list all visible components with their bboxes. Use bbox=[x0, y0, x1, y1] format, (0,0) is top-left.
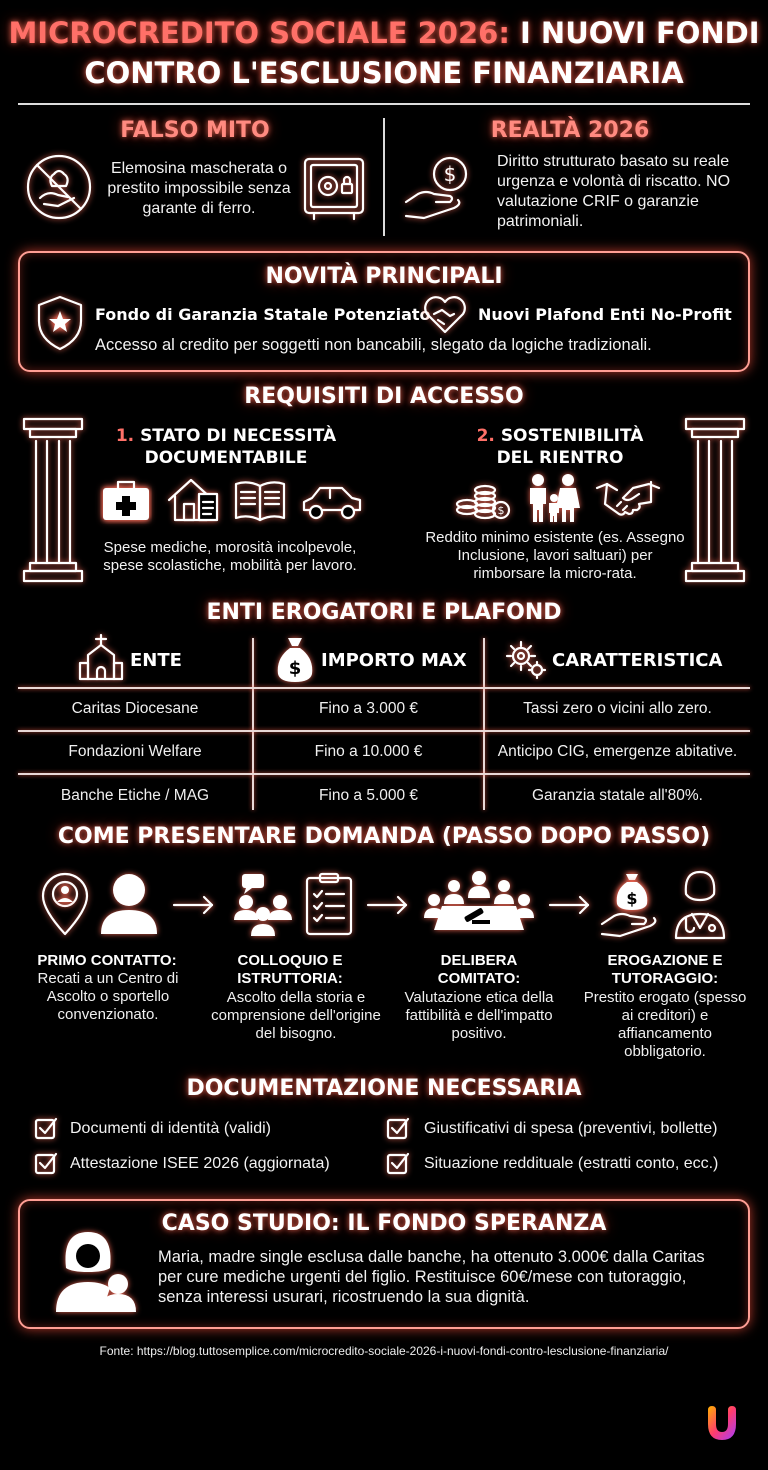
committee-icon bbox=[424, 868, 534, 938]
group-chat-icon bbox=[232, 872, 298, 938]
car-icon bbox=[300, 482, 364, 522]
enti-title: ENTI EROGATORI E PLAFOND bbox=[206, 600, 562, 625]
table-cell-ente-3: Banche Etiche / MAG bbox=[60, 787, 210, 804]
step-3-text: Valutazione etica della fattibilità e dell'impatto positivo. bbox=[404, 989, 554, 1042]
case-study-text: Maria, madre single esclusa dalle banche, ha ottenuto 3.000€ dalla Caritas per cure mediche urgenti del figlio. Restituisce 60€/mese con tutoraggio, senza interessi usurari, ricostruendo la sua dignità. bbox=[158, 1248, 705, 1306]
requisito-1-text: Spese mediche, morosità incolpevole, spese scolastiche, mobilità per lavoro. bbox=[103, 539, 357, 574]
svg-text:$: $ bbox=[497, 504, 505, 517]
table-col-divider-1 bbox=[252, 638, 254, 810]
house-bill-icon bbox=[166, 476, 220, 524]
table-col-divider-2 bbox=[483, 638, 485, 810]
requisito-1-number: 1. bbox=[115, 426, 135, 446]
table-cell-caratteristica-1: Tassi zero o vicini allo zero. bbox=[523, 700, 712, 717]
myth-title: FALSO MITO bbox=[120, 118, 270, 143]
source-link[interactable]: Fonte: https://blog.tuttosemplice.com/microcredito-sociale-2026-i-nuovi-fondi-contro-lesclusione-finanziaria/ bbox=[99, 1344, 669, 1358]
table-header-importo: IMPORTO MAX bbox=[321, 650, 467, 671]
table-row-divider-2 bbox=[18, 773, 750, 775]
no-charity-icon bbox=[24, 152, 94, 222]
column-left-icon bbox=[22, 417, 84, 585]
coins-icon bbox=[453, 474, 511, 522]
checkbox-icon-3 bbox=[34, 1151, 58, 1175]
page-title-line2: CONTRO L'ESCLUSIONE FINANZIARIA bbox=[84, 56, 684, 90]
step-1-text: Recati a un Centro di Ascolto o sportello convenzionato. bbox=[37, 970, 179, 1023]
arrow-right-icon-2 bbox=[366, 894, 410, 916]
reality-title: REALTÀ 2026 bbox=[490, 118, 650, 143]
arrow-right-icon-3 bbox=[548, 894, 592, 916]
checklist-icon bbox=[304, 872, 354, 938]
checkbox-icon-1 bbox=[34, 1116, 58, 1140]
step-4-text: Prestito erogato (spesso ai creditori) e affiancamento obbligatorio. bbox=[583, 989, 747, 1060]
shield-star-icon bbox=[34, 294, 86, 352]
family-icon bbox=[524, 472, 584, 524]
novita-item-1: Fondo di Garanzia Statale Potenziato bbox=[95, 305, 431, 324]
svg-text:$: $ bbox=[443, 162, 457, 186]
reality-text: Diritto strutturato basato su reale urgenza e volontà di riscatto. NO valutazione CRIF o garanzie patrimoniali. bbox=[497, 153, 731, 230]
table-cell-caratteristica-3: Garanzia statale all'80%. bbox=[532, 787, 703, 804]
svg-text:$: $ bbox=[288, 658, 302, 679]
table-cell-importo-2: Fino a 10.000 € bbox=[314, 743, 423, 760]
doc-item-2: Giustificativi di spesa (preventivi, bollette) bbox=[424, 1120, 718, 1137]
requisito-2-title-b: DEL RIENTRO bbox=[496, 448, 624, 468]
heart-handshake-icon bbox=[422, 296, 468, 334]
hand-money-bag-icon bbox=[600, 870, 664, 938]
medical-kit-icon bbox=[100, 476, 152, 524]
column-right-icon bbox=[684, 417, 746, 585]
gears-icon bbox=[505, 638, 547, 680]
table-cell-ente-2: Fondazioni Welfare bbox=[68, 743, 202, 760]
safe-icon bbox=[302, 156, 366, 222]
requisiti-title: REQUISITI DI ACCESSO bbox=[244, 384, 524, 409]
step-4-title: EROGAZIONE E TUTORAGGIO: bbox=[607, 952, 723, 987]
brand-logo-icon bbox=[704, 1404, 740, 1444]
requisito-1-title bbox=[96, 425, 356, 469]
person-icon bbox=[98, 872, 160, 936]
novita-text: Accesso al credito per soggetti non bancabili, slegato da logiche tradizionali. bbox=[95, 336, 652, 354]
checkbox-icon-4 bbox=[386, 1151, 410, 1175]
novita-title: NOVITÀ PRINCIPALI bbox=[265, 264, 503, 289]
table-header-ente: ENTE bbox=[130, 650, 182, 671]
title-highlight: MICROCREDITO SOCIALE 2026: bbox=[8, 16, 510, 50]
svg-text:$: $ bbox=[626, 889, 638, 908]
mother-child-icon bbox=[52, 1228, 140, 1314]
requisito-2-title-a: SOSTENIBILITÀ bbox=[500, 426, 644, 446]
arrow-right-icon-1 bbox=[172, 894, 216, 916]
step-3-title: DELIBERA COMITATO: bbox=[437, 952, 521, 987]
table-cell-importo-1: Fino a 3.000 € bbox=[318, 700, 419, 717]
title-main: I NUOVI FONDI bbox=[509, 16, 760, 50]
requisito-2-text: Reddito minimo esistente (es. Assegno Inclusione, lavori saltuari) per rimborsare la micro-rata. bbox=[425, 529, 685, 582]
location-pin-icon bbox=[40, 870, 90, 938]
hand-coin-icon bbox=[402, 152, 480, 226]
case-study-title: CASO STUDIO: IL FONDO SPERANZA bbox=[161, 1211, 607, 1236]
steps-title: COME PRESENTARE DOMANDA (PASSO DOPO PASSO) bbox=[57, 824, 711, 849]
table-row-divider-1 bbox=[18, 730, 750, 732]
requisito-2-number: 2. bbox=[476, 426, 495, 446]
checkbox-icon-2 bbox=[386, 1116, 410, 1140]
novita-item-2: Nuovi Plafond Enti No-Profit bbox=[478, 305, 732, 324]
church-icon bbox=[78, 633, 124, 683]
requisito-1-title-a: STATO DI NECESSITÀ bbox=[140, 426, 337, 446]
handshake-icon bbox=[595, 478, 661, 518]
table-cell-ente-1: Caritas Diocesane bbox=[71, 700, 199, 717]
table-row-divider-0 bbox=[18, 687, 750, 689]
docs-title: DOCUMENTAZIONE NECESSARIA bbox=[186, 1076, 582, 1101]
page-title bbox=[0, 14, 768, 52]
doc-item-3: Attestazione ISEE 2026 (aggiornata) bbox=[70, 1155, 330, 1172]
requisito-1-title-b: DOCUMENTABILE bbox=[144, 448, 308, 468]
doc-item-1: Documenti di identità (validi) bbox=[70, 1120, 271, 1137]
myth-text: Elemosina mascherata o prestito impossibile senza garante di ferro. bbox=[107, 160, 291, 217]
myth-reality-divider bbox=[383, 118, 385, 236]
requisito-2-title bbox=[430, 425, 690, 469]
step-2-title: COLLOQUIO E ISTRUTTORIA: bbox=[237, 952, 343, 987]
step-1-title: PRIMO CONTATTO: bbox=[37, 952, 177, 969]
doc-item-4: Situazione reddituale (estratti conto, ecc.) bbox=[424, 1155, 719, 1172]
header-divider bbox=[18, 103, 750, 105]
table-cell-caratteristica-2: Anticipo CIG, emergenze abitative. bbox=[497, 743, 738, 760]
money-bag-icon bbox=[276, 634, 314, 684]
table-header-caratteristica: CARATTERISTICA bbox=[552, 650, 723, 671]
table-cell-importo-3: Fino a 5.000 € bbox=[318, 787, 419, 804]
step-2-text: Ascolto della storia e comprensione dell'origine del bisogno. bbox=[211, 989, 381, 1042]
doctor-icon bbox=[670, 870, 730, 940]
book-icon bbox=[233, 478, 287, 522]
